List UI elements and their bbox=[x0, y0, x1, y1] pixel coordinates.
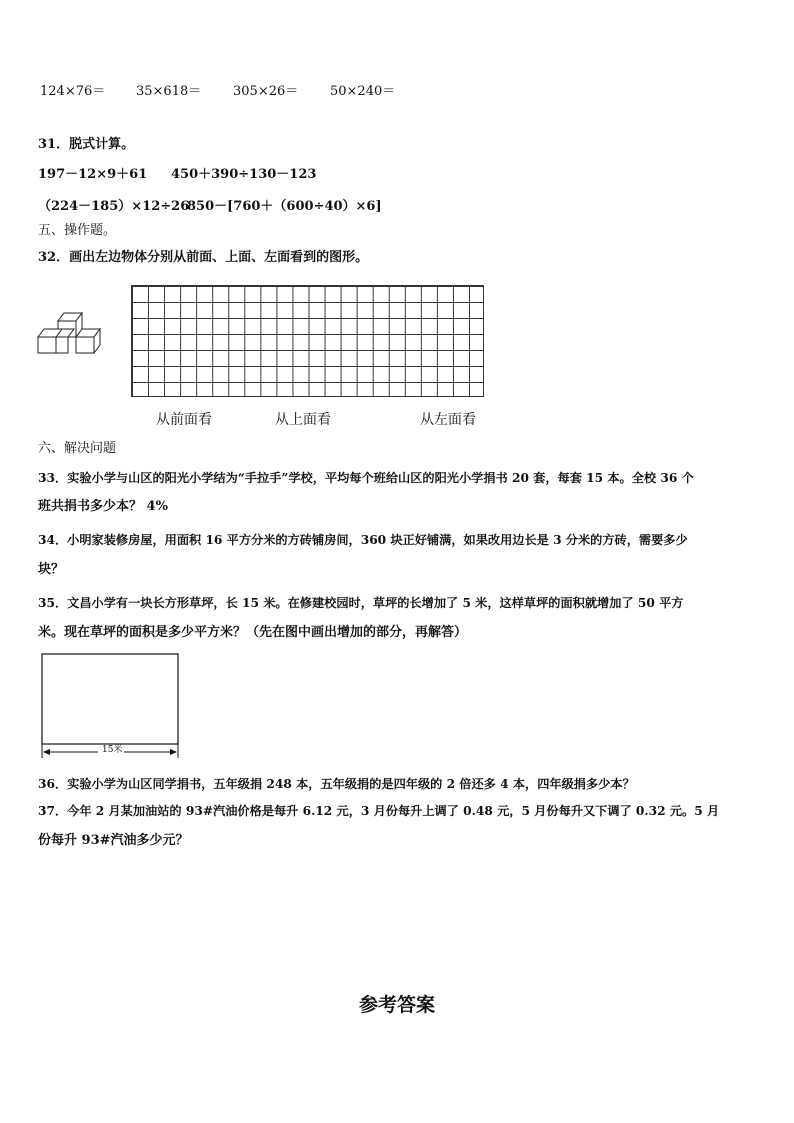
calc-item-3: 305×26＝ bbox=[233, 84, 299, 99]
q32-title: 32．画出左边物体分别从前面、上面、左面看到的图形。 bbox=[38, 250, 369, 265]
q31-expr-2: 450＋390÷130－123 bbox=[171, 167, 317, 182]
q37-line-1: 37．今年 2 月某加油站的 93#汽油价格是每升 6.12 元，3 月份每升上调了 0.48 元，5 月份每升又下调了 0.32 元。5 月 bbox=[38, 804, 720, 818]
section-6-heading: 六、解决问题 bbox=[38, 441, 117, 456]
lawn-rectangle-figure[interactable] bbox=[38, 652, 184, 760]
q31-expr-3: （224－185）×12÷26 bbox=[38, 199, 190, 214]
q31-title: 31．脱式计算。 bbox=[38, 137, 135, 152]
q31-expr-1: 197－12×9＋61 bbox=[38, 167, 148, 182]
q34-line-1: 34．小明家装修房屋，用面积 16 平方分米的方砖铺房间，360 块正好铺满，如果改用边长是 3 分米的方砖，需要多少 bbox=[38, 533, 688, 547]
label-left-view: 从左面看 bbox=[420, 412, 476, 428]
calc-item-4: 50×240＝ bbox=[330, 84, 396, 99]
section-5-heading: 五、操作题。 bbox=[38, 223, 117, 238]
q35-line-1: 35．文昌小学有一块长方形草坪，长 15 米。在修建校园时，草坪的长增加了 5 米，这样草坪的面积就增加了 50 平方 bbox=[38, 596, 684, 610]
q33-line-2: 班共捐书多少本？ 4% bbox=[38, 499, 168, 514]
q35-line-2: 米。现在草坪的面积是多少平方米？（先在图中画出增加的部分，再解答） bbox=[38, 625, 468, 640]
q31-expr-4: 850－[760＋（600÷40）×6] bbox=[187, 199, 382, 214]
label-top-view: 从上面看 bbox=[275, 412, 331, 428]
lawn-length-label: 15米 bbox=[102, 745, 123, 755]
q34-line-2: 块？ bbox=[38, 562, 65, 577]
cube-stack-figure bbox=[36, 309, 104, 357]
answer-section-title: 参考答案 bbox=[358, 994, 435, 1016]
calc-item-2: 35×618＝ bbox=[136, 84, 202, 99]
drawing-grid[interactable] bbox=[131, 285, 484, 397]
q37-line-2: 份每升 93#汽油多少元？ bbox=[38, 833, 189, 848]
q33-line-1: 33．实验小学与山区的阳光小学结为“手拉手”学校，平均每个班给山区的阳光小学捐书 20 套，每套 15 本。全校 36 个 bbox=[38, 471, 694, 485]
calc-item-1: 124×76＝ bbox=[40, 84, 106, 99]
label-front-view: 从前面看 bbox=[156, 412, 212, 428]
q36-text: 36．实验小学为山区同学捐书，五年级捐 248 本，五年级捐的是四年级的 2 倍还多 4 本，四年级捐多少本？ bbox=[38, 777, 635, 791]
